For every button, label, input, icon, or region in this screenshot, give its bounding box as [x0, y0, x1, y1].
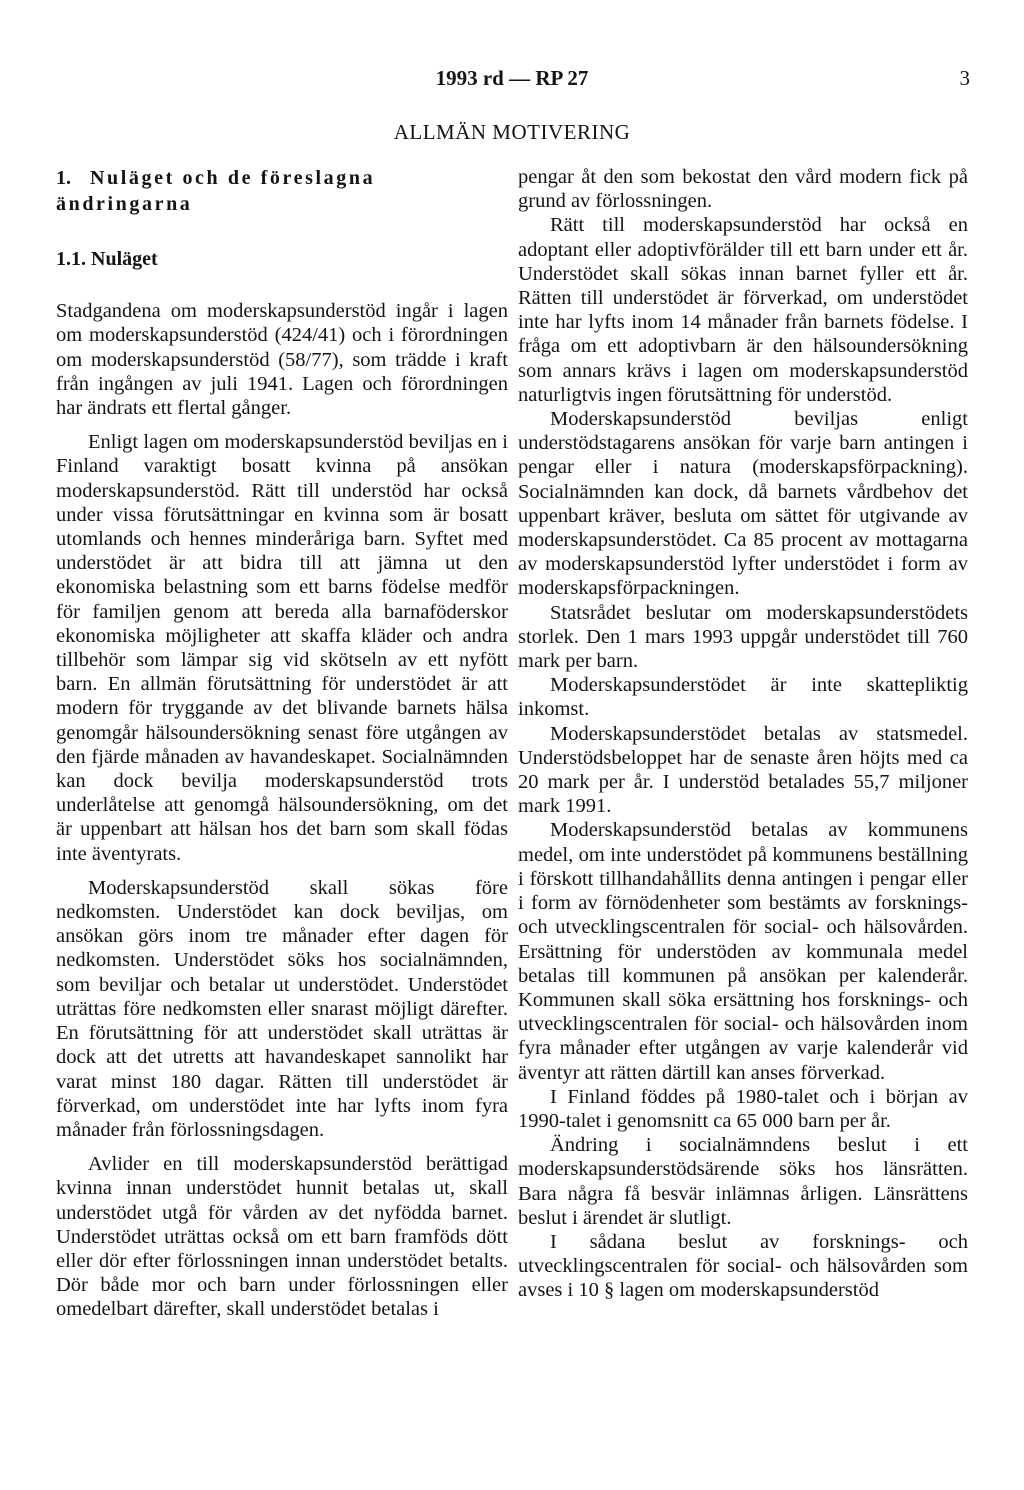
running-title: 1993 rd — RP 27: [435, 66, 589, 90]
body-paragraph: Moderskapsunderstödet betalas av statsmedel. Understödsbeloppet har de senaste åren höjts med ca 20 mark per år. I understöd betalades 55,7 miljoner mark 1991.: [518, 722, 968, 818]
right-column: [518, 165, 968, 1303]
chapter-heading-number: 1.: [56, 167, 71, 189]
body-paragraph: Statsrådet beslutar om moderskapsunderstödets storlek. Den 1 mars 1993 uppgår understödet till 760 mark per barn.: [518, 601, 968, 673]
body-paragraph: Moderskapsunderstödet är inte skattepliktig inkomst.: [518, 674, 968, 721]
body-paragraph: I sådana beslut av forsknings- och utvecklingscentralen för social- och hälsovården som avses i 10 § lagen om moderskapsunderstöd: [518, 1230, 968, 1302]
body-paragraph: Enligt lagen om moderskapsunderstöd beviljas en i Finland varaktigt bosatt kvinna på ansökan moderskapsunderstöd. Rätt till understöd har också under vissa förutsättningar en kvinna som är bosatt utomlands och hennes minderåriga barn. Syftet med understödet är att bidra till att jämna ut den ekonomiska belastning som ett barns födelse medför för familjen genom att bereda alla barnaföderskor ekonomiska möjligheter att skaffa kläder och andra tillbehör som lämpar sig vid skötseln av ett nyfött barn. En allmän förutsättning för understödet är att modern för tryggande av det blivande barnets hälsa genomgår hälsoundersökning senast före utgången av den fjärde månaden av havandeskapet. Socialnämnden kan dock bevilja moderskapsunderstöd trots underlåtelse att genomgå hälsoundersökning, om det är uppenbart att hälsan hos det barn som skall födas inte äventyrats.: [56, 431, 508, 865]
section-title: ALLMÄN MOTIVERING: [393, 120, 631, 144]
chapter-heading: [56, 165, 508, 217]
body-paragraph: Moderskapsunderstöd betalas av kommunens medel, om inte understödet på kommunens beställning i förskott tillhandahållits denna antingen i pengar eller i form av förnödenheter som bestämts av forsknings- och utvecklingscentralen för social- och hälsovården. Ersättning för understöden av kommunala medel betalas till kommunen på ansökan per kalenderår. Kommunen skall söka ersättning hos forsknings- och utvecklingscentralen för social- och hälsovården inom fyra månader efter utgången av varje kalenderår vid äventyr att rätten därtill kan anses förverkad.: [518, 819, 968, 1084]
page-number: 3: [959, 66, 970, 90]
body-paragraph: Rätt till moderskapsunderstöd har också en adoptant eller adoptivförälder till ett barn under ett år. Understödet skall sökas innan barnet fyller ett år. Rätten till understödet är förverkad, om understödet inte har lyfts inom 14 månader från barnets födelse. I fråga om ett adoptivbarn är den hälsoundersökning som annars krävs i lagen om moderskapsunderstöd naturligtvis ingen förutsättning för understöd.: [518, 214, 968, 406]
left-column: [56, 165, 508, 1332]
body-paragraph: Ändring i socialnämndens beslut i ett moderskapsunderstödsärende söks hos länsrätten. Bara några få besvär inlämnas årligen. Länsrättens beslut i ärendet är slutligt.: [518, 1134, 968, 1229]
page-header: [0, 60, 1024, 96]
body-paragraph: I Finland föddes på 1980-talet och i början av 1990-talet i genomsnitt ca 65 000 barn per år.: [518, 1085, 968, 1132]
chapter-heading-text: Nuläget och de föreslagna ändringarna: [56, 167, 376, 215]
subheading: 1.1. Nuläget: [56, 248, 158, 270]
body-paragraph: Stadgandena om moderskapsunderstöd ingår i lagen om moderskapsunderstöd (424/41) och i förordningen om moderskapsunderstöd (58/77), som trädde i kraft från ingången av juli 1941. Lagen och förordningen har ändrats ett flertal gånger.: [56, 300, 508, 420]
body-paragraph: Moderskapsunderstöd beviljas enligt understödstagarens ansökan för varje barn antingen i pengar eller i natura (moderskapsförpackning). Socialnämnden kan dock, då barnets vårdbehov det uppenbart kräver, besluta om sättet för utgivande av moderskapsunderstödet. Ca 85 procent av mottagarna av moderskapsunderstöd lyfter understödet i form av moderskapsförpackningen.: [518, 408, 968, 600]
body-paragraph: pengar åt den som bekostat den vård modern fick på grund av förlossningen.: [518, 166, 968, 213]
body-paragraph: Avlider en till moderskapsunderstöd berättigad kvinna innan understödet hunnit betalas ut, skall understödet utgå för vården av det nyfödda barnet. Understödet uträttas också om ett barn framföds dött eller dör efter förlossningen innan understödet betalts. Dör både mor och barn under förlossningen eller omedelbart därefter, skall understödet betalas i: [56, 1153, 508, 1321]
body-paragraph: Moderskapsunderstöd skall sökas före nedkomsten. Understödet kan dock beviljas, om ansökan görs inom tre månader efter dagen för nedkomsten. Understödet söks hos socialnämnden, som beviljar och betalar ut understödet. Understödet uträttas före nedkomsten eller snarast möjligt därefter. En förutsättning för att understödet skall uträttas är dock att det utretts att havandeskapet sannolikt har varat minst 180 dagar. Rätten till understödet är förverkad, om understödet inte har lyfts inom fyra månader från förlossningsdagen.: [56, 876, 508, 1141]
